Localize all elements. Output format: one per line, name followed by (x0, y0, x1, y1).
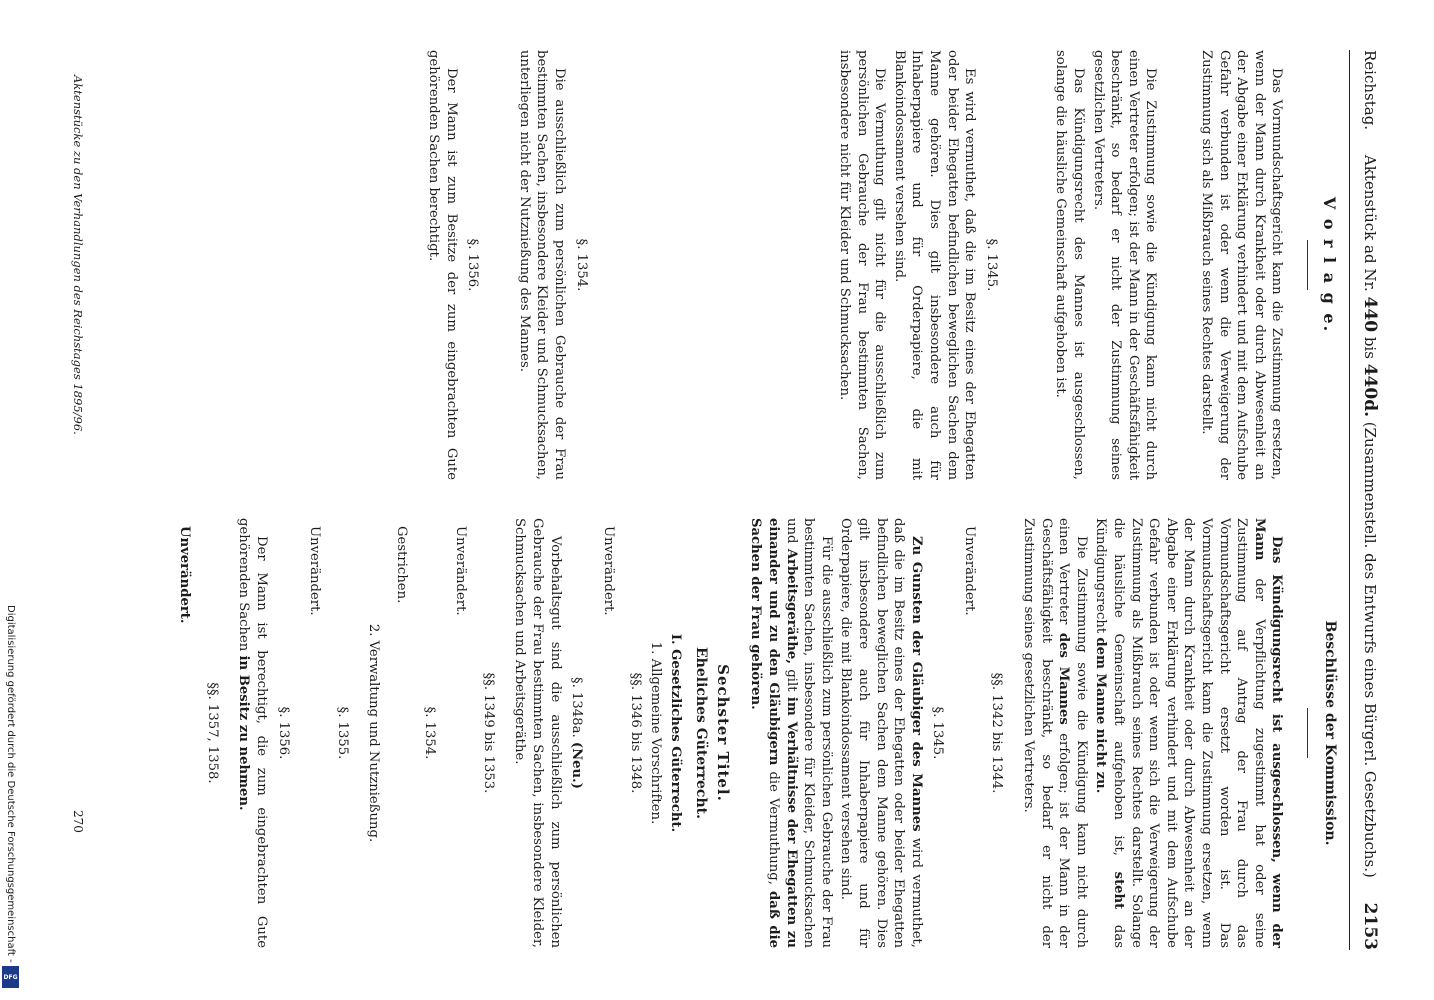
section-heading: I. Gesetzliches Güterrecht. (667, 633, 683, 833)
column-heading-kommission: Beschlüsse der Kommission. (1322, 620, 1338, 846)
section-heading: 1. Allgemeine Vorschriften. (648, 641, 663, 825)
page-header (1349, 50, 1380, 950)
paragraph: Vorbehaltsgut sind die ausschließlich zum persönlichen Gebrauche der Frau bestimmten Sachen, insbesondere Kleider, Schmucksachen und Arbeitsgeräthe. (512, 518, 563, 948)
footer-page-number: 270 (71, 810, 85, 833)
subtitle: Eheliches Güterrecht. (693, 647, 710, 819)
section-label: §. 1354. (573, 238, 589, 292)
header-title: Aktenstück ad Nr. 440 bis 440d. (Zusammenstell. des Entwurfs eines Bürgerl. Gesetzbuchs.) (1360, 154, 1380, 878)
section-label: §. 1354. (421, 706, 437, 760)
section-heading: 2. Verwaltung und Nutznießung. (366, 623, 382, 843)
section-label: §. 1355. (334, 706, 350, 760)
section-label: §§. 1349 bis 1353. (480, 672, 496, 794)
side-strip (0, 605, 22, 995)
section-label: §§. 1342 bis 1344. (989, 672, 1005, 794)
divider (1307, 240, 1308, 290)
divider (1307, 708, 1308, 758)
paragraph: Das Vormundschaftsgericht kann die Zustimmung ersetzen, wenn der Mann durch Krankheit oder durch Abwesenheit an der Abgabe einer Erklärung verhindert und mit dem Aufschube Gefahr verbunden ist oder wenn die Verweigerung der Zustimmung sich als Mißbrauch seines Rechtes darstellt. (1199, 50, 1285, 480)
paragraph: Das Kündigungsrecht des Mannes ist ausgeschlossen, solange die häusliche Gemeinschaft aufgehoben ist. (1053, 50, 1087, 480)
dfg-logo-icon: DFG (2, 966, 19, 988)
paragraph: Für die ausschließlich zum persönlichen Gebrauche der Frau bestimmten Sachen, insbesondere für Kleider, Schmucksachen und Arbeitsgeräthe, gilt im Verhältnisse der Ehegatten zu einander und zu den Gläubigern die Vermuthung, daß die Sachen der Frau gehören. (748, 518, 834, 948)
column-kommission (176, 518, 1340, 948)
section-label: §. 1345. (930, 706, 946, 760)
paragraph: Die ausschließlich zum persönlichen Gebrauche der Frau bestimmten Sachen, insbesondere Kleider und Schmucksachen, unterliegen nicht der Nutznießung des Mannes. (516, 50, 567, 480)
digitization-note: Digitalisierung gefördert durch die Deutsche Forschungsgemeinschaft - (5, 605, 16, 963)
column-heading-vorlage: V o r l a g e. (1320, 196, 1339, 334)
footer-source: Aktenstücke zu den Verhandlungen des Reichstages 1895/96. (71, 75, 85, 435)
paragraph: Das Kündigungsrecht ist ausgeschlossen, wenn der Mann der Verpflichtung zugestimmt hat oder seine Zustimmung auf Antrag der Frau durch das Vormundschaftsgericht ersetzt worden ist. Das Vormundschaftsgericht kann die Zustimmung ersetzen, wenn der Mann durch Krankheit oder durch Abwesenheit an der Abgabe einer Erklärung verhindert und mit dem Aufschube Gefahr verbunden ist oder wenn sich die Verweigerung der Zustimmung als Mißbrauch seines Rechtes darstellt. Solange die häusliche Gemeinschaft aufgehoben ist, steht das Kündigungsrecht dem Manne nicht zu. (1093, 518, 1285, 948)
paragraph: Die Zustimmung sowie die Kündigung kann nicht durch einen Vertreter erfolgen; ist der Mann in der Geschäftsfähigkeit beschränkt, so bedarf er nicht der Zustimmung seines gesetzlichen Vertreters. (1090, 50, 1159, 480)
section-label: §. 1356. (465, 238, 481, 292)
page-number: 2153 (1360, 902, 1380, 950)
section-label: §. 1348a. (Neu.) (569, 677, 585, 789)
status-text: Gestrichen. (394, 526, 410, 604)
column-vorlage (422, 50, 1340, 480)
paragraph: Der Mann ist berechtigt, die zum eingebrachten Gute gehörenden Sachen in Besitz zu nehmen. (236, 518, 270, 948)
paragraph: Die Zustimmung sowie die Kündigung kann nicht durch einen Vertreter des Mannes erfolgen; ist der Mann in der Geschäftsfähigkeit beschränkt, so bedarf er nicht der Zustimmung seines gesetzlichen Vertreters. (1021, 518, 1089, 948)
paragraph: Der Mann ist zum Besitze der zum eingebrachten Gute gehörenden Sachen berechtigt. (425, 50, 459, 480)
section-label: §§. 1346 bis 1348. (628, 672, 644, 794)
scanned-page (50, 50, 1380, 950)
section-label: §. 1356. (275, 706, 291, 760)
status-text: Unverändert. (453, 526, 469, 616)
status-text: Unverändert. (307, 526, 323, 616)
header-reichstag: Reichstag. (1361, 50, 1379, 131)
status-text: Unverändert. (600, 526, 616, 616)
paragraph: Die Vermuthung gilt nicht für die ausschließlich zum persönlichen Gebrauche der Frau bestimmten Sachen, insbesondere nicht für Kleider und Schmucksachen. (837, 50, 888, 480)
title: Sechster Titel. (713, 664, 732, 802)
section-label: §. 1345. (983, 238, 999, 292)
status-text: Unverändert. (961, 526, 977, 616)
section-label: §§. 1357, 1358. (204, 682, 220, 784)
paragraph: Zu Gunsten der Gläubiger des Mannes wird vermuthet, daß die im Besitz eines der Ehegatten oder beider Ehegatten befindlichen beweglichen Sachen dem Manne gehören. Dies gilt insbesondere auch für Inhaberpapiere und für Orderpapiere, die mit Blankoindossament versehen sind. (838, 518, 924, 948)
status-text: Unverändert. (177, 526, 193, 624)
paragraph: Es wird vermuthet, daß die im Besitz eines der Ehegatten oder beider Ehegatten befindlichen beweglichen Sachen dem Manne gehören. Dies gilt insbesondere auch für Inhaberpapiere und für Orderpapiere, die mit Blankoindossament versehen sind. (891, 50, 978, 480)
